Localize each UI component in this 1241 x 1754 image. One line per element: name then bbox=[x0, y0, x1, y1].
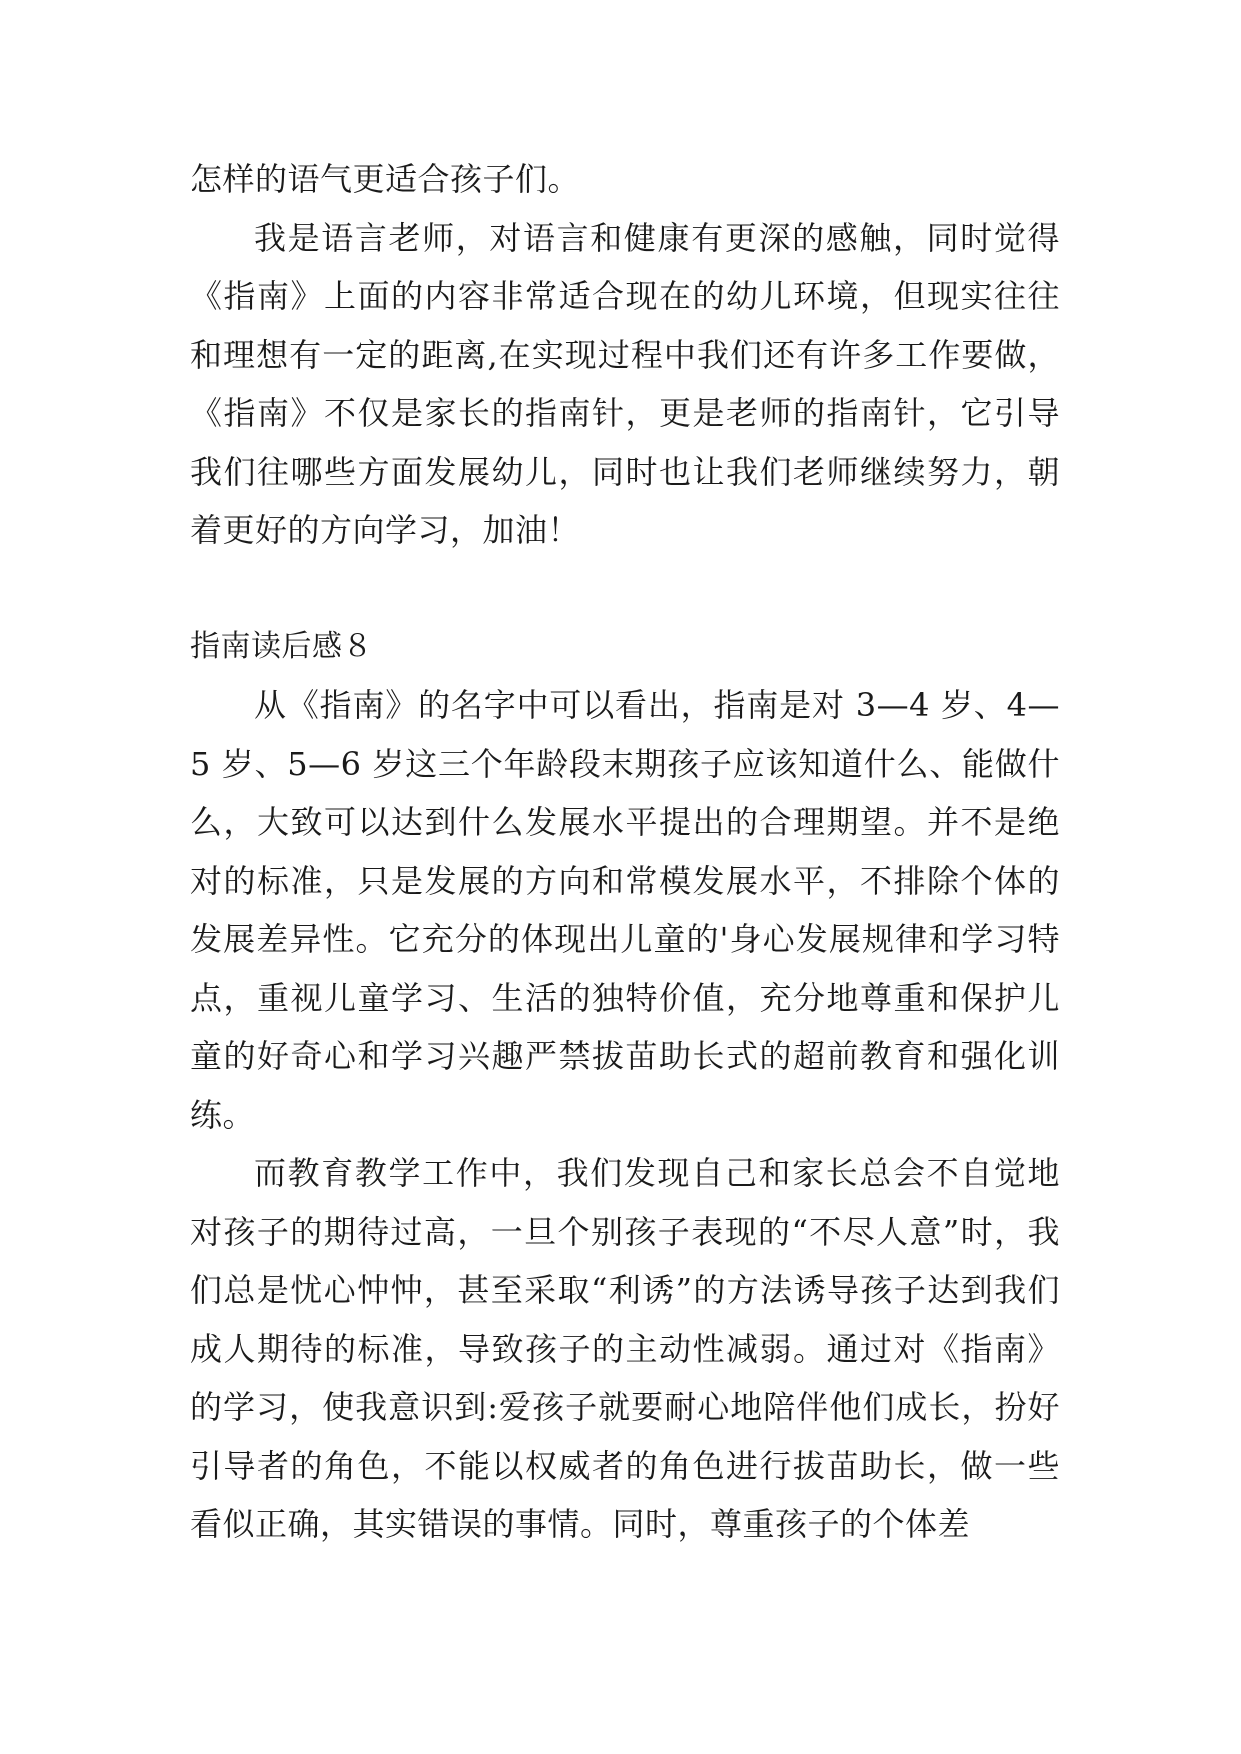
section-heading: 指南读后感８ bbox=[190, 628, 373, 664]
document-body bbox=[190, 150, 1060, 1554]
paragraph: 怎样的语气更适合孩子们。 bbox=[190, 160, 581, 198]
paragraph: 我是语言老师，对语言和健康有更深的感触，同时觉得《指南》上面的内容非常适合现在的幼儿环境，但现实往往和理想有一定的距离,在实现过程中我们还有许多工作要做，《指南》不仅是家长的指南针，更是老师的指南针，它引导我们往哪些方面发展幼儿，同时也让我们老师继续努力，朝着更好的方向学习，加油！ bbox=[190, 218, 1060, 549]
paragraph: 从《指南》的名字中可以看出，指南是对 3—4 岁、4—5 岁、5—6 岁这三个年龄段末期孩子应该知道什么、能做什么，大致可以达到什么发展水平提出的合理期望。并不是绝对的标准，只是发展的方向和常模发展水平，不排除个体的发展差异性。它充分的体现出儿童的'身心发展规律和学习特点，重视儿童学习、生活的独特价值，充分地尊重和保护儿童的好奇心和学习兴趣严禁拔苗助长式的超前教育和强化训练。 bbox=[190, 686, 1060, 1134]
paragraph: 而教育教学工作中，我们发现自己和家长总会不自觉地对孩子的期待过高，一旦个别孩子表现的“不尽人意”时，我们总是忧心忡忡，甚至采取“利诱”的方法诱导孩子达到我们成人期待的标准，导致孩子的主动性减弱。通过对《指南》的学习，使我意识到:爱孩子就要耐心地陪伴他们成长，扮好引导者的角色，不能以权威者的角色进行拔苗助长，做一些看似正确，其实错误的事情。同时，尊重孩子的个体差 bbox=[190, 1154, 1060, 1543]
